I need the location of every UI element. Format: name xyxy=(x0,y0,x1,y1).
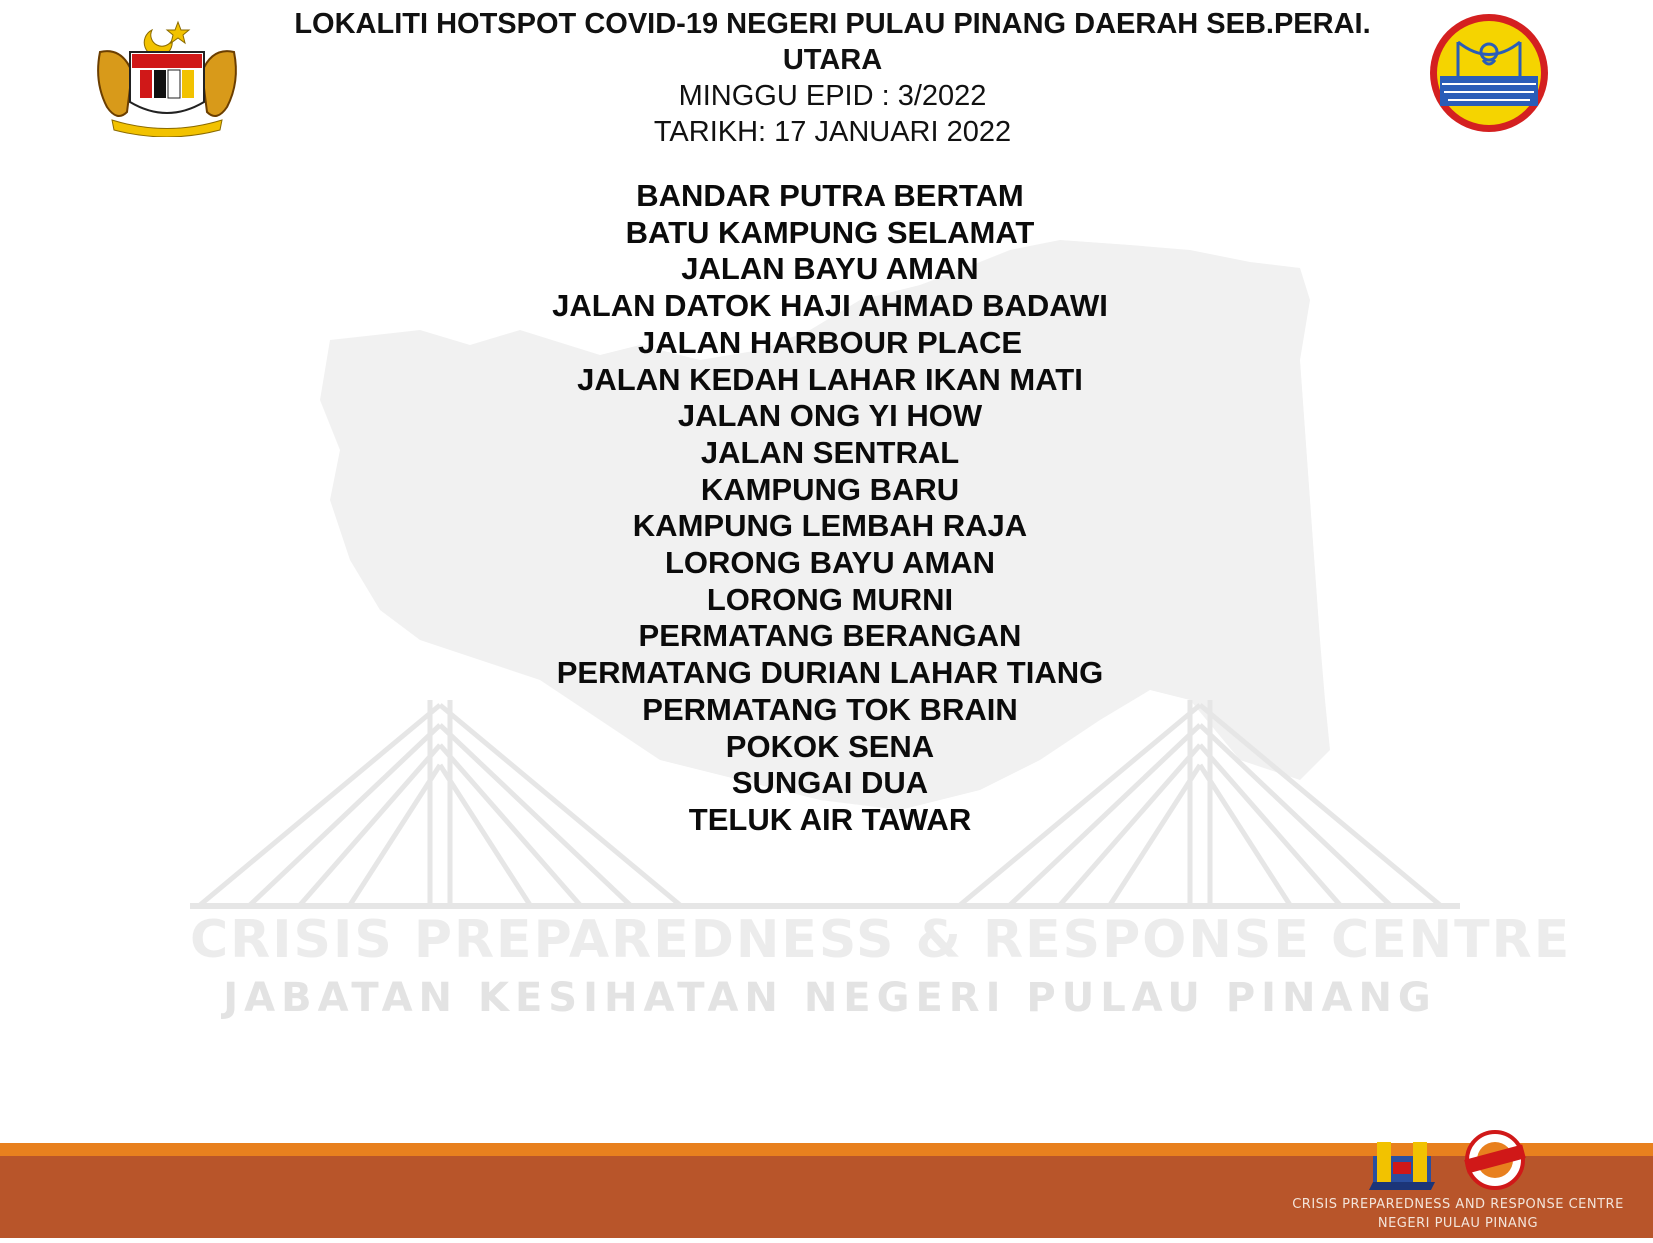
footer-state-name: NEGERI PULAU PINANG xyxy=(1377,1216,1539,1231)
list-item: JALAN DATOK HAJI AHMAD BADAWI xyxy=(552,288,1108,324)
list-item: KAMPUNG LEMBAH RAJA xyxy=(632,508,1028,544)
list-item: PERMATANG DURIAN LAHAR TIANG xyxy=(556,655,1104,691)
list-item: JALAN KEDAH LAHAR IKAN MATI xyxy=(577,361,1083,397)
list-item: KAMPUNG BARU xyxy=(700,471,960,507)
page-title: LOKALITI HOTSPOT COVID-19 NEGERI PULAU PINANG DAERAH SEB.PERAI. UTARA xyxy=(294,8,1371,76)
list-item: PERMATANG BERANGAN xyxy=(638,618,1022,654)
list-item: TELUK AIR TAWAR xyxy=(688,801,972,837)
list-item: BANDAR PUTRA BERTAM xyxy=(636,178,1024,213)
epid-week: MINGGU EPID : 3/2022 xyxy=(678,80,987,112)
list-item: SUNGAI DUA xyxy=(731,765,929,801)
covid19-campaign-logo xyxy=(1464,1132,1526,1188)
list-item: JALAN HARBOUR PLACE xyxy=(637,324,1023,360)
footer-logos xyxy=(1365,1128,1535,1193)
list-item: BATU KAMPUNG SELAMAT xyxy=(625,214,1035,250)
list-item: LORONG MURNI xyxy=(706,581,954,617)
watermark-title: CRISIS PREPAREDNESS & RESPONSE CENTRE xyxy=(190,910,1572,970)
report-date: TARIKH: 17 JANUARI 2022 xyxy=(653,116,1012,148)
list-item: JALAN SENTRAL xyxy=(700,434,960,470)
list-item: POKOK SENA xyxy=(725,728,935,764)
list-item: JALAN ONG YI HOW xyxy=(677,398,983,434)
hotspot-locality-list xyxy=(430,178,1230,839)
cprc-logo xyxy=(1369,1142,1435,1190)
document-header xyxy=(0,6,1653,150)
list-item: LORONG BAYU AMAN xyxy=(664,545,996,581)
watermark-subtitle: JABATAN KESIHATAN NEGERI PULAU PINANG xyxy=(223,975,1437,1021)
footer-org-name: CRISIS PREPAREDNESS AND RESPONSE CENTRE xyxy=(1292,1197,1624,1212)
list-item: PERMATANG TOK BRAIN xyxy=(642,691,1018,727)
list-item: JALAN BAYU AMAN xyxy=(681,251,979,287)
